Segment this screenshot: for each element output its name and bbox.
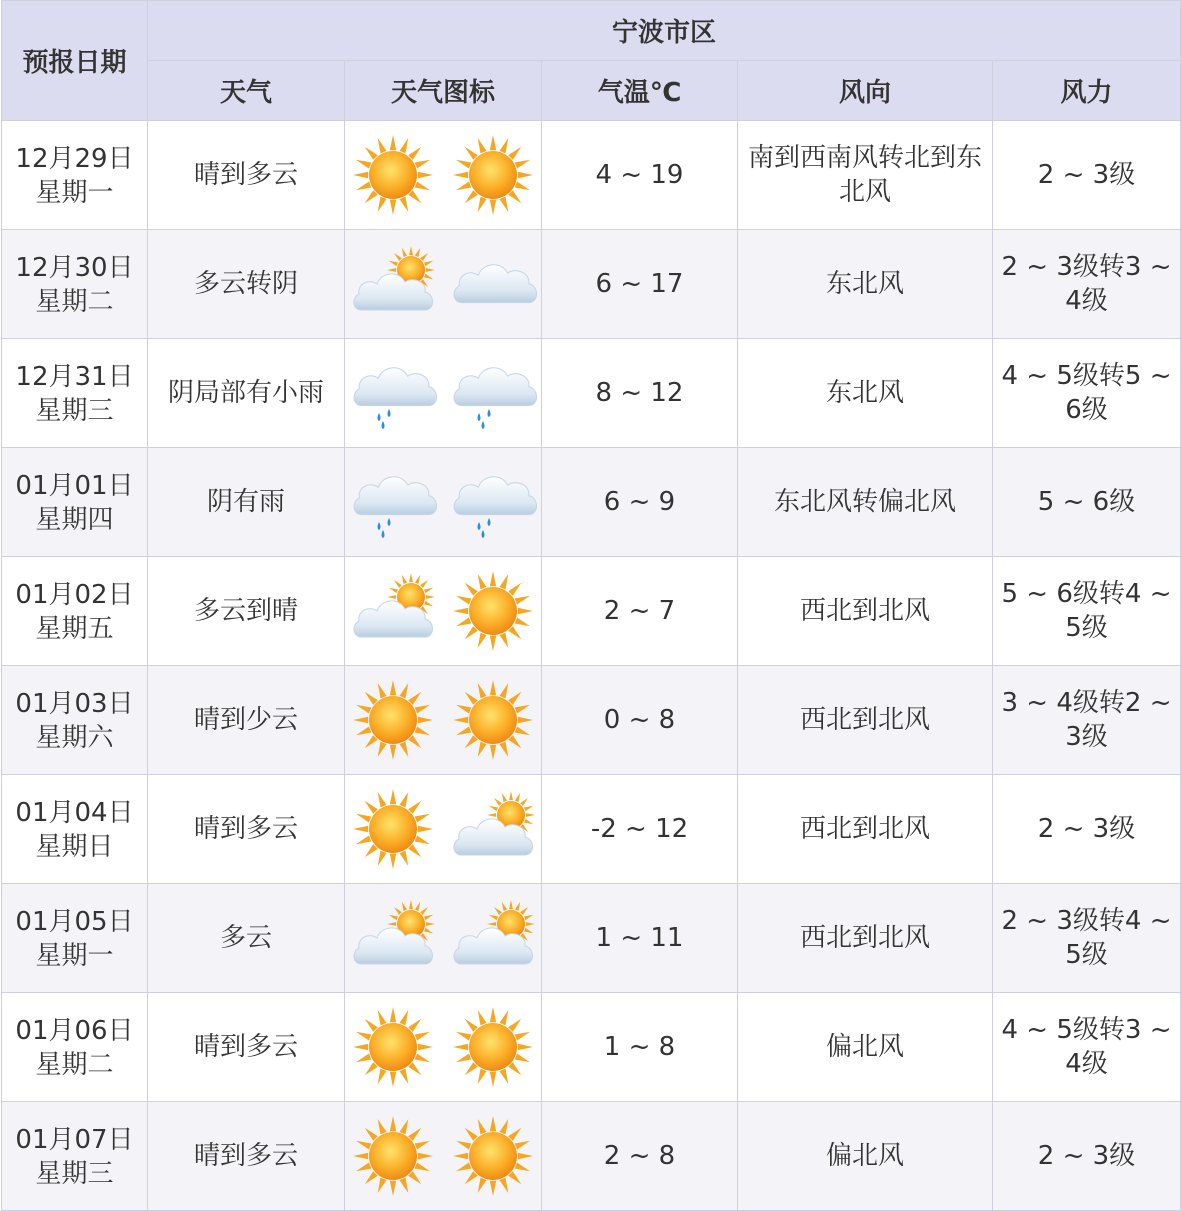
sun-icon — [449, 1112, 537, 1200]
wind-force-cell — [993, 1102, 1181, 1211]
wind-direction-cell — [738, 230, 993, 339]
temperature-text: -2 ~ 12 — [590, 814, 689, 844]
weather-icon-cell — [345, 775, 542, 884]
table-row — [2, 557, 1181, 666]
table-row — [2, 775, 1181, 884]
partly-cloudy-icon — [449, 785, 537, 873]
wind-force-text: 2 ~ 3级转4 ~ 5级 — [1001, 906, 1172, 970]
weather-cell — [148, 1102, 345, 1211]
wind-direction-cell — [738, 993, 993, 1102]
weather-icon-cell — [345, 339, 542, 448]
date-text: 01月01日 — [15, 471, 134, 501]
wind-direction-text: 东北风 — [825, 269, 904, 299]
wind-force-cell — [993, 775, 1181, 884]
wind-force-text: 2 ~ 3级 — [1037, 1141, 1136, 1171]
weekday-text: 星期四 — [35, 505, 114, 535]
wind-direction-cell — [738, 884, 993, 993]
date-text: 01月02日 — [15, 580, 134, 610]
rain-icon — [349, 349, 437, 437]
forecast-date-cell — [2, 775, 148, 884]
wind-direction-cell — [738, 775, 993, 884]
wind-force-cell — [993, 993, 1181, 1102]
temperature-text: 6 ~ 17 — [595, 269, 684, 299]
temperature-cell — [542, 230, 738, 339]
date-text: 12月29日 — [15, 144, 134, 174]
temperature-text: 4 ~ 19 — [595, 160, 684, 190]
weather-icon-cell — [345, 993, 542, 1102]
forecast-date-cell — [2, 339, 148, 448]
table-row — [2, 121, 1181, 230]
forecast-date-cell — [2, 557, 148, 666]
forecast-date-cell — [2, 1102, 148, 1211]
wind-direction-column-header: 风向 — [738, 61, 993, 121]
weather-cell — [148, 775, 345, 884]
weekday-text: 星期六 — [35, 723, 114, 753]
region-header: 宁波市区 — [148, 1, 1181, 61]
temperature-cell — [542, 448, 738, 557]
date-text: 12月30日 — [15, 253, 134, 283]
table-row — [2, 993, 1181, 1102]
date-text: 01月04日 — [15, 798, 134, 828]
wind-direction-text: 南到西南风转北到东北风 — [747, 143, 982, 207]
wind-direction-cell — [738, 339, 993, 448]
weather-text: 多云到晴 — [193, 596, 298, 626]
weather-text: 晴到多云 — [193, 1141, 298, 1171]
temperature-text: 6 ~ 9 — [603, 487, 676, 517]
wind-direction-text: 东北风 — [825, 378, 904, 408]
temp-column-header: 气温℃ — [542, 61, 738, 121]
temperature-cell — [542, 1102, 738, 1211]
wind-force-cell — [993, 448, 1181, 557]
weather-text: 多云 — [219, 923, 272, 953]
date-text: 01月06日 — [15, 1016, 134, 1046]
temperature-cell — [542, 775, 738, 884]
weather-text: 晴到多云 — [193, 1032, 298, 1062]
rain-icon — [349, 458, 437, 546]
forecast-date-cell — [2, 448, 148, 557]
date-text: 01月03日 — [15, 689, 134, 719]
weather-icon-cell — [345, 1102, 542, 1211]
table-row — [2, 666, 1181, 775]
weekday-text: 星期三 — [35, 1159, 114, 1189]
wind-force-text: 2 ~ 3级 — [1037, 814, 1136, 844]
weekday-text: 星期二 — [35, 1050, 114, 1080]
weather-cell — [148, 557, 345, 666]
table-row — [2, 1102, 1181, 1211]
weekday-text: 星期五 — [35, 614, 114, 644]
wind-direction-cell — [738, 1102, 993, 1211]
forecast-date-cell — [2, 993, 148, 1102]
weekday-text: 星期三 — [35, 396, 114, 426]
weather-icon-cell — [345, 448, 542, 557]
wind-direction-text: 西北到北风 — [799, 814, 930, 844]
temperature-text: 2 ~ 7 — [603, 596, 676, 626]
forecast-date-cell — [2, 121, 148, 230]
temperature-text: 8 ~ 12 — [595, 378, 684, 408]
temperature-text: 1 ~ 8 — [603, 1032, 676, 1062]
wind-direction-cell — [738, 666, 993, 775]
weather-icon-cell — [345, 666, 542, 775]
wind-force-cell — [993, 666, 1181, 775]
sun-icon — [449, 676, 537, 764]
temperature-cell — [542, 666, 738, 775]
rain-icon — [449, 458, 537, 546]
sun-icon — [449, 1003, 537, 1091]
wind-force-text: 5 ~ 6级转4 ~ 5级 — [1001, 579, 1172, 643]
weather-cell — [148, 993, 345, 1102]
sun-icon — [449, 131, 537, 219]
wind-force-text: 3 ~ 4级转2 ~ 3级 — [1001, 688, 1172, 752]
weather-cell — [148, 884, 345, 993]
table-row — [2, 230, 1181, 339]
wind-force-text: 2 ~ 3级转3 ~ 4级 — [1001, 252, 1172, 316]
weather-text: 晴到少云 — [193, 705, 298, 735]
wind-direction-text: 东北风转偏北风 — [773, 487, 956, 517]
wind-force-cell — [993, 230, 1181, 339]
date-text: 12月31日 — [15, 362, 134, 392]
temperature-cell — [542, 339, 738, 448]
wind-direction-cell — [738, 557, 993, 666]
temperature-cell — [542, 557, 738, 666]
date-text: 01月05日 — [15, 907, 134, 937]
sun-icon — [349, 1112, 437, 1200]
wind-force-text: 5 ~ 6级 — [1037, 487, 1136, 517]
weather-cell — [148, 666, 345, 775]
rain-icon — [449, 349, 537, 437]
weekday-text: 星期一 — [35, 941, 114, 971]
weather-text: 多云转阴 — [193, 269, 298, 299]
table-row — [2, 339, 1181, 448]
partly-cloudy-icon — [349, 894, 437, 982]
weather-icon-cell — [345, 230, 542, 339]
weather-cell — [148, 339, 345, 448]
temperature-text: 0 ~ 8 — [603, 705, 676, 735]
weather-icon-cell — [345, 121, 542, 230]
forecast-date-cell — [2, 230, 148, 339]
wind-force-text: 4 ~ 5级转3 ~ 4级 — [1001, 1015, 1172, 1079]
temperature-cell — [542, 993, 738, 1102]
wind-direction-text: 偏北风 — [825, 1141, 904, 1171]
cloud-icon — [449, 240, 537, 328]
temperature-cell — [542, 884, 738, 993]
weather-text: 阴有雨 — [206, 487, 285, 517]
sun-icon — [349, 131, 437, 219]
wind-direction-cell — [738, 121, 993, 230]
weather-cell — [148, 448, 345, 557]
wind-direction-text: 西北到北风 — [799, 596, 930, 626]
weather-column-header: 天气 — [148, 61, 345, 121]
weather-text: 晴到多云 — [193, 814, 298, 844]
table-row — [2, 448, 1181, 557]
forecast-rows — [2, 121, 1181, 1211]
sun-icon — [449, 567, 537, 655]
weather-text: 晴到多云 — [193, 160, 298, 190]
partly-cloudy-icon — [449, 894, 537, 982]
forecast-date-cell — [2, 884, 148, 993]
weather-icon-cell — [345, 884, 542, 993]
wind-direction-text: 西北到北风 — [799, 923, 930, 953]
table-row — [2, 884, 1181, 993]
weather-cell — [148, 121, 345, 230]
wind-force-cell — [993, 121, 1181, 230]
date-column-header: 预报日期 — [2, 1, 148, 121]
sun-icon — [349, 785, 437, 873]
weather-text: 阴局部有小雨 — [167, 378, 324, 408]
weekday-text: 星期一 — [35, 178, 114, 208]
wind-force-cell — [993, 884, 1181, 993]
weekday-text: 星期二 — [35, 287, 114, 317]
wind-direction-text: 西北到北风 — [799, 705, 930, 735]
wind-force-cell — [993, 557, 1181, 666]
wind-force-cell — [993, 339, 1181, 448]
forecast-table — [1, 0, 1181, 1211]
wind-force-text: 2 ~ 3级 — [1037, 160, 1136, 190]
weather-icon-cell — [345, 557, 542, 666]
temperature-text: 2 ~ 8 — [603, 1141, 676, 1171]
wind-force-text: 4 ~ 5级转5 ~ 6级 — [1001, 361, 1172, 425]
sun-icon — [349, 1003, 437, 1091]
weekday-text: 星期日 — [35, 832, 114, 862]
forecast-date-cell — [2, 666, 148, 775]
temperature-cell — [542, 121, 738, 230]
wind-direction-text: 偏北风 — [825, 1032, 904, 1062]
wind-direction-cell — [738, 448, 993, 557]
icon-column-header: 天气图标 — [345, 61, 542, 121]
sun-icon — [349, 676, 437, 764]
temperature-text: 1 ~ 11 — [595, 923, 684, 953]
weather-cell — [148, 230, 345, 339]
wind-force-column-header: 风力 — [993, 61, 1181, 121]
partly-cloudy-icon — [349, 240, 437, 328]
date-text: 01月07日 — [15, 1125, 134, 1155]
partly-cloudy-icon — [349, 567, 437, 655]
